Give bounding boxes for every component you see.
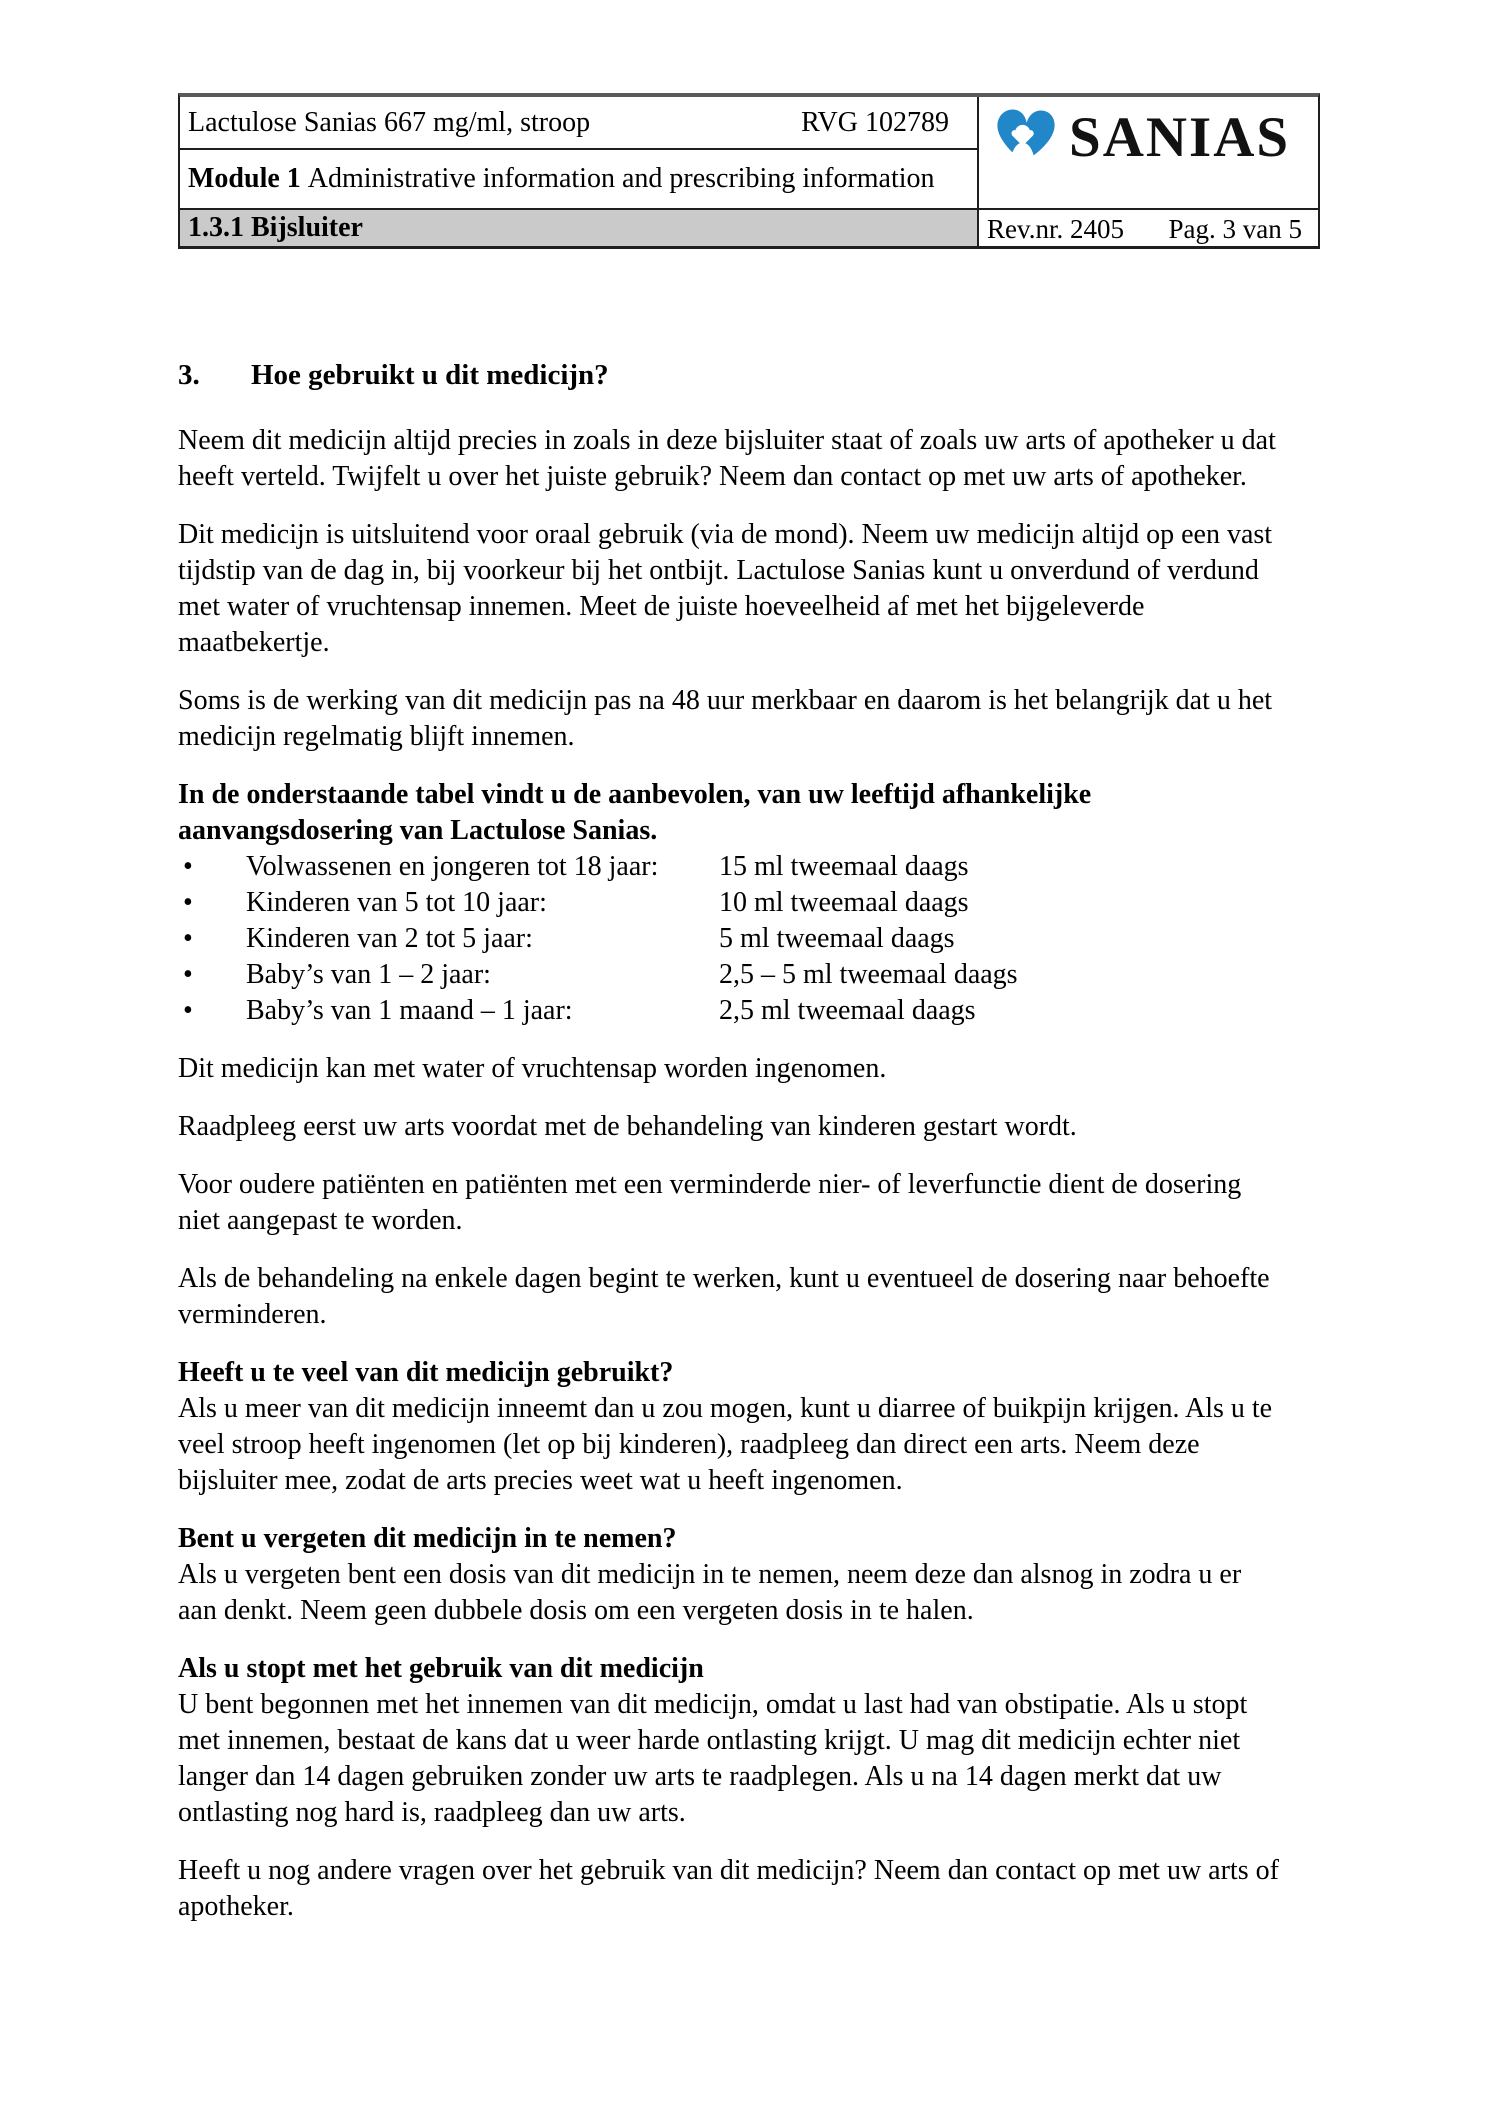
header-module-row [180,150,979,208]
overdose-heading: Heeft u te veel van dit medicijn gebruikt? [178,1357,674,1388]
module-label: Module 1 [188,163,301,194]
registration-number: RVG 102789 [801,106,949,138]
section-label: 1.3.1 Bijsluiter [188,212,363,243]
stopping-text: U bent begonnen met het innemen van dit medicijn, omdat u last had van obstipatie. Als u stopt met innemen, bestaat de kans dat u weer harde ontlasting krijgt. U mag dit medicijn echter niet langer dan 14 dagen gebruiken zonder uw arts te raadplegen. Als u na 14 dagen merkt dat uw ontlasting nog hard is, raadpleeg dan uw arts. [178,1689,1248,1828]
section-number: 3. [178,359,200,391]
dosing-item-children-2-5 [178,921,1282,957]
paragraph-consult-children: Raadpleeg eerst uw arts voordat met de behandeling van kinderen gestart wordt. [178,1111,1077,1142]
paragraph-delayed-effect: Soms is de werking van dit medicijn pas na 48 uur merkbaar en daarom is het belangrijk dat u het medicijn regelmatig blijft innemen. [178,685,1273,752]
subsection-overdose [178,1355,1282,1499]
paragraph-oral-use: Dit medicijn is uitsluitend voor oraal gebruik (via de mond). Neem uw medicijn altijd op een vast tijdstip van de dag in, bij voorkeur bij het ontbijt. Lactulose Sanias kunt u onverdund of verdund met water of vruchtensap innemen. Meet de juiste hoeveelheid af met het bijgeleverde maatbekertje. [178,519,1273,658]
dosing-list [178,849,1282,1029]
paragraph-elderly: Voor oudere patiënten en patiënten met een verminderde nier- of leverfunctie dient de dosering niet aangepast te worden. [178,1169,1242,1236]
forgotten-dose-text: Als u vergeten bent een dosis van dit medicijn in te nemen, neem deze dan alsnog in zodra u er aan denkt. Neem geen dubbele dosis om een vergeten dosis in te halen. [178,1559,1242,1626]
section-title: Hoe gebruikt u dit medicijn? [251,359,609,391]
header-section-row [180,208,979,246]
forgotten-dose-heading: Bent u vergeten dit medicijn in te nemen? [178,1523,677,1554]
overdose-text: Als u meer van dit medicijn inneemt dan u zou mogen, kunt u diarree of buikpijn krijgen. Als u te veel stroop heeft ingenomen (let op bij kinderen), raadpleeg dan direct een arts. Neem deze bijsluiter mee, zodat de arts precies weet wat u heeft ingenomen. [178,1393,1273,1496]
paragraph-water: Dit medicijn kan met water of vruchtensap worden ingenomen. [178,1053,887,1084]
dosing-intro: In de onderstaande tabel vindt u de aanbevolen, van uw leeftijd afhankelijke aanvangsdosering van Lactulose Sanias. [178,779,1092,846]
dosing-item-adults [178,849,1282,885]
sanias-heart-person-icon [992,101,1060,175]
document-header-table [178,93,1320,249]
revision-number: Rev.nr. 2405 [987,214,1124,244]
module-description: Administrative information and prescribing information [307,163,935,194]
section-heading [178,357,1282,393]
dosing-dose: 5 ml tweemaal daags [719,923,955,954]
stopping-heading: Als u stopt met het gebruik van dit medicijn [178,1653,704,1684]
dosing-group: Kinderen van 5 tot 10 jaar: [246,887,547,918]
logo-cell [979,97,1318,208]
subsection-forgotten-dose [178,1521,1282,1629]
bullet-icon: • [183,923,193,954]
dosing-dose: 2,5 – 5 ml tweemaal daags [719,959,1018,990]
bullet-icon: • [183,887,193,918]
sanias-logo [992,101,1290,175]
dosing-dose: 15 ml tweemaal daags [719,851,969,882]
subsection-stopping [178,1651,1282,1831]
dosing-group: Kinderen van 2 tot 5 jaar: [246,923,533,954]
dosing-group: Baby’s van 1 maand – 1 jaar: [246,995,573,1026]
dosing-group: Volwassenen en jongeren tot 18 jaar: [246,851,659,882]
bullet-icon: • [183,995,193,1026]
revision-cell [979,208,1318,246]
dosing-dose: 10 ml tweemaal daags [719,887,969,918]
paragraph-usage-advice: Neem dit medicijn altijd precies in zoals in deze bijsluiter staat of zoals uw arts of apotheker u dat heeft verteld. Twijfelt u over het juiste gebruik? Neem dan contact op met uw arts of apotheker. [178,425,1276,492]
header-product-row [180,97,979,150]
dosing-dose: 2,5 ml tweemaal daags [719,995,976,1026]
sanias-logo-wordmark: SANIAS [1069,106,1291,169]
bullet-icon: • [183,851,193,882]
dosing-item-babies-1m-1y [178,993,1282,1029]
dosing-item-children-5-10 [178,885,1282,921]
paragraph-other-questions: Heeft u nog andere vragen over het gebruik van dit medicijn? Neem dan contact op met uw arts of apotheker. [178,1855,1279,1922]
dosing-group: Baby’s van 1 – 2 jaar: [246,959,491,990]
bullet-icon: • [183,959,193,990]
leaflet-body [178,357,1282,1925]
paragraph-reduce-dose: Als de behandeling na enkele dagen begint te werken, kunt u eventueel de dosering naar behoefte verminderen. [178,1263,1270,1330]
page-indicator: Pag. 3 van 5 [1168,214,1302,244]
product-name: Lactulose Sanias 667 mg/ml, stroop [188,106,591,138]
dosing-item-babies-1-2 [178,957,1282,993]
